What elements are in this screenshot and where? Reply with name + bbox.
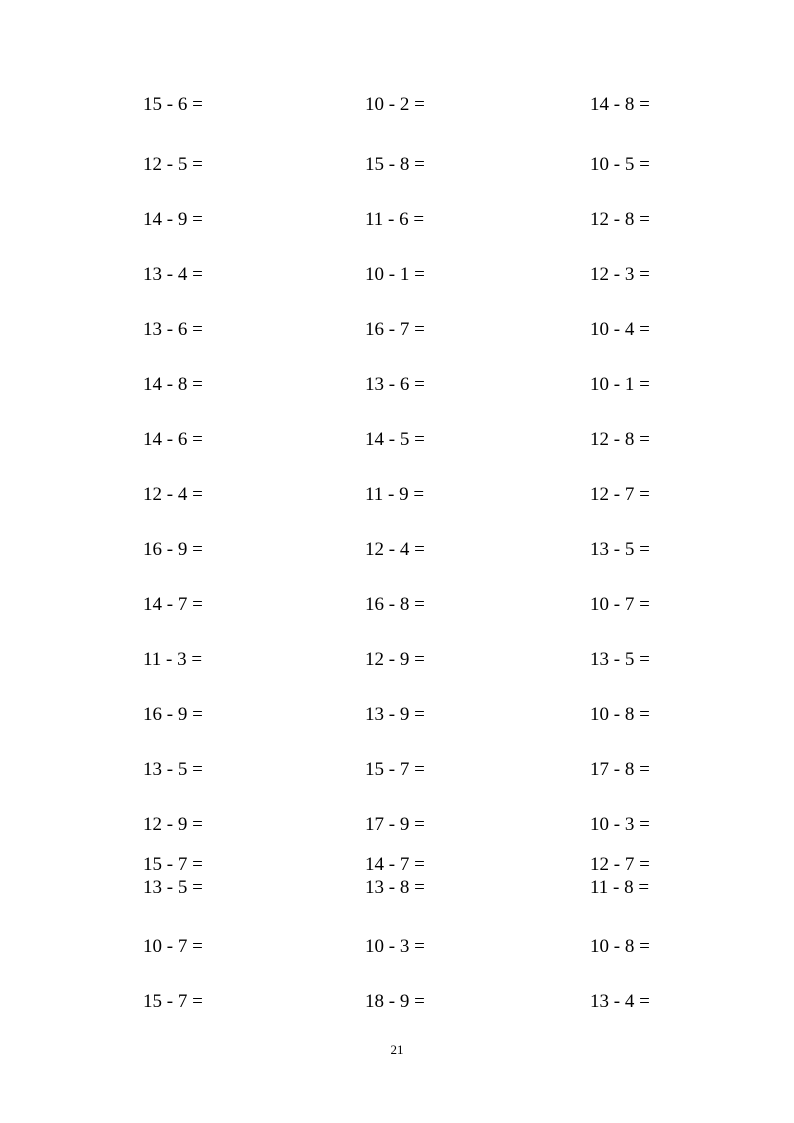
subtraction-problem: 13 - 5 = (143, 877, 203, 898)
subtraction-problem: 10 - 8 = (590, 936, 650, 957)
subtraction-problem: 11 - 9 = (365, 484, 425, 505)
subtraction-problem: 11 - 6 = (365, 209, 425, 230)
subtraction-problem: 12 - 5 = (143, 154, 203, 175)
subtraction-problem: 16 - 7 = (365, 319, 425, 340)
subtraction-problem: 15 - 7 = (143, 854, 203, 875)
subtraction-problem: 11 - 8 = (590, 877, 650, 898)
subtraction-problem: 14 - 8 = (590, 94, 650, 115)
subtraction-problem: 10 - 5 = (590, 154, 650, 175)
subtraction-problem: 16 - 9 = (143, 704, 203, 725)
subtraction-problem: 11 - 3 = (143, 649, 203, 670)
subtraction-problem: 15 - 6 = (143, 94, 203, 115)
subtraction-problem: 10 - 1 = (590, 374, 650, 395)
subtraction-problem: 14 - 7 = (143, 594, 203, 615)
subtraction-problem: 16 - 9 = (143, 539, 203, 560)
subtraction-problem: 10 - 8 = (590, 704, 650, 725)
subtraction-problem: 15 - 8 = (365, 154, 425, 175)
subtraction-problem: 12 - 4 = (365, 539, 425, 560)
subtraction-problem: 17 - 9 = (365, 814, 425, 835)
subtraction-problem: 13 - 4 = (143, 264, 203, 285)
subtraction-problem: 12 - 3 = (590, 264, 650, 285)
subtraction-problem: 10 - 3 = (365, 936, 425, 957)
subtraction-problem: 10 - 1 = (365, 264, 425, 285)
subtraction-problem: 12 - 9 = (143, 814, 203, 835)
subtraction-problem: 13 - 9 = (365, 704, 425, 725)
subtraction-problem: 10 - 7 = (590, 594, 650, 615)
subtraction-problem: 13 - 6 = (365, 374, 425, 395)
subtraction-problem: 14 - 8 = (143, 374, 203, 395)
subtraction-problem: 12 - 4 = (143, 484, 203, 505)
subtraction-problem: 10 - 3 = (590, 814, 650, 835)
subtraction-problem: 12 - 8 = (590, 429, 650, 450)
subtraction-problem: 15 - 7 = (365, 759, 425, 780)
subtraction-problem: 13 - 8 = (365, 877, 425, 898)
subtraction-problem: 10 - 7 = (143, 936, 203, 957)
subtraction-problem: 14 - 6 = (143, 429, 203, 450)
subtraction-problem: 13 - 5 = (590, 539, 650, 560)
subtraction-problem: 13 - 4 = (590, 991, 650, 1012)
subtraction-problem: 14 - 5 = (365, 429, 425, 450)
subtraction-problem: 12 - 7 = (590, 854, 650, 875)
subtraction-problem: 12 - 8 = (590, 209, 650, 230)
subtraction-problem: 13 - 6 = (143, 319, 203, 340)
subtraction-problem: 14 - 9 = (143, 209, 203, 230)
subtraction-problem: 15 - 7 = (143, 991, 203, 1012)
page-number: 21 (390, 1042, 404, 1057)
subtraction-problem: 14 - 7 = (365, 854, 425, 875)
subtraction-problem: 13 - 5 = (590, 649, 650, 670)
subtraction-problem: 18 - 9 = (365, 991, 425, 1012)
subtraction-problem: 12 - 9 = (365, 649, 425, 670)
subtraction-problem: 17 - 8 = (590, 759, 650, 780)
subtraction-problem: 16 - 8 = (365, 594, 425, 615)
subtraction-problem: 10 - 2 = (365, 94, 425, 115)
subtraction-problem: 12 - 7 = (590, 484, 650, 505)
subtraction-problem: 13 - 5 = (143, 759, 203, 780)
subtraction-problem: 10 - 4 = (590, 319, 650, 340)
